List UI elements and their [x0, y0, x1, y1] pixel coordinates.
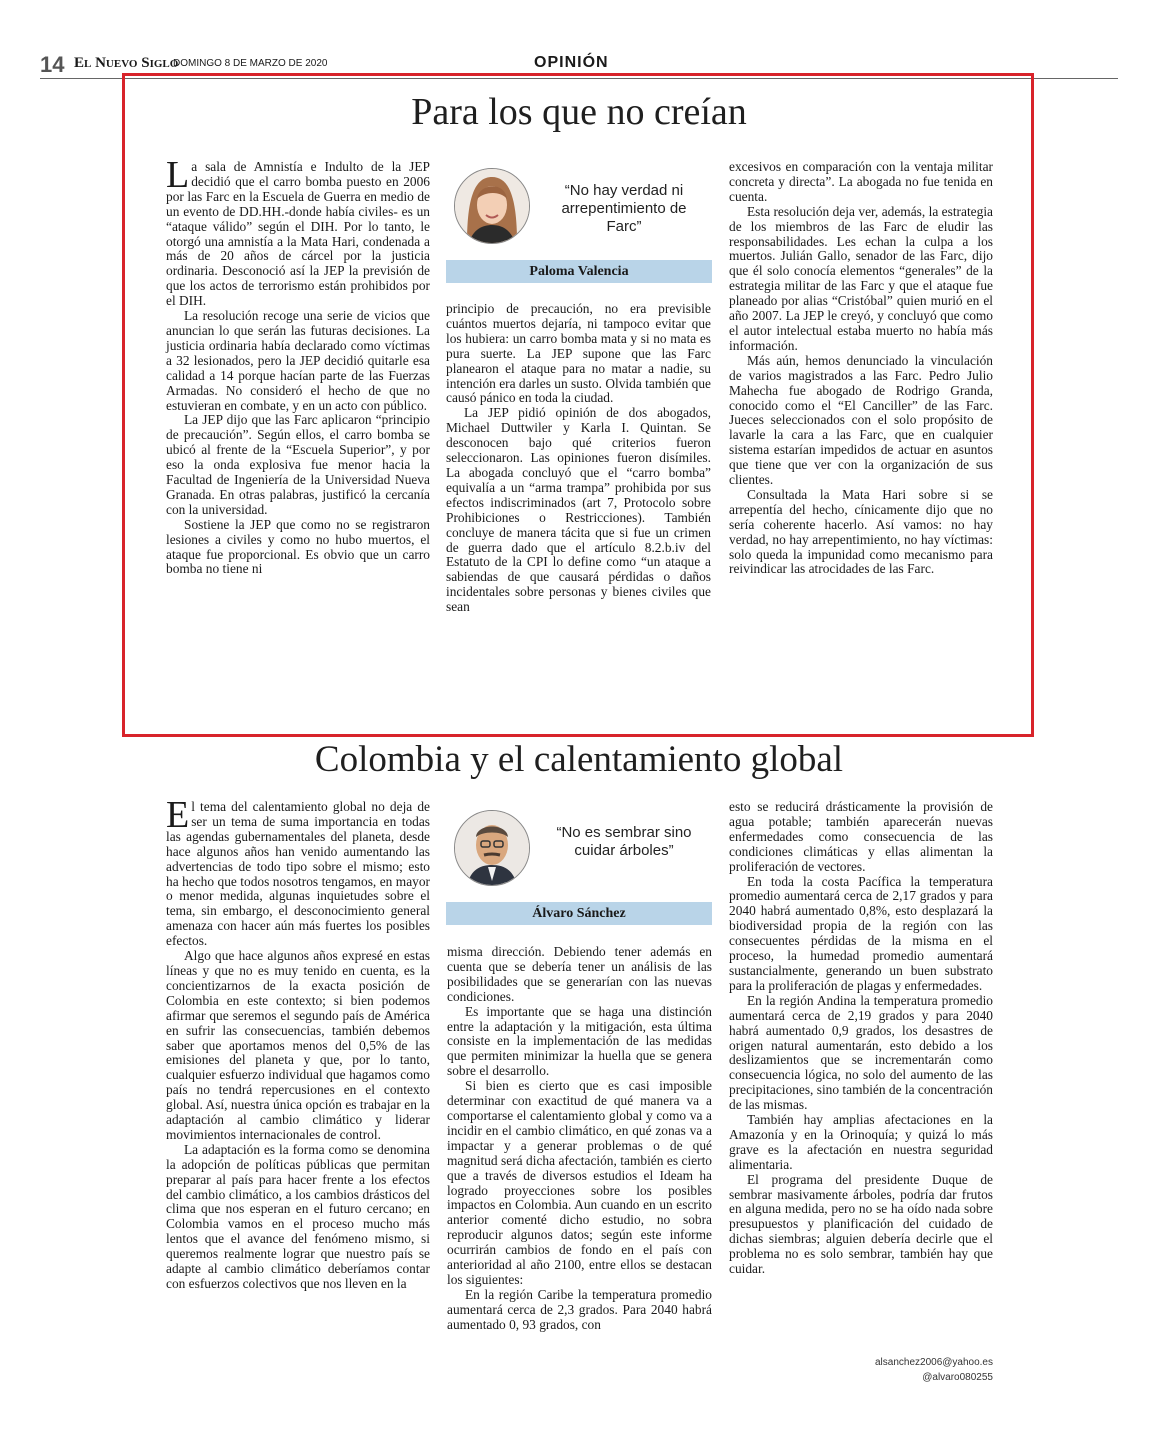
article-1-paragraph: Más aún, hemos denunciado la vinculación de varios magistrados a las Farc. Pedro Julio Mahecha fue abogado de Rodrigo Granda, conocido como el “El Canciller” de las Farc. Jueces seleccionados con el solo propósito de lavarle la cara a las Farc, que en cualquier sistema estarían impedidos de actuar en asuntos que tiene que ver con la organización de sus clientes. — [729, 352, 993, 488]
article-1-paragraph: La sala de Amnistía e Indulto de la JEP decidió que el carro bomba puesto en 2006 por las Farc en la Escuela de Guerra en medio de un evento de DD.HH.-donde había civiles- es un “ataque válido” según el DIH. Por lo tanto, le otorgó una amnistía a la Mata Hari, condenada a más de 20 años de cárcel por la justicia ordinaria. Desconoció así la JEP la previsión de que los actos de terrorismo están prohibidos por el DIH. — [166, 154, 430, 309]
article-1-paragraph: excesivos en comparación con la ventaja militar concreta y directa”. La abogada no fue tenida en cuenta. — [729, 159, 993, 204]
article-2-column-2 — [447, 945, 712, 1333]
article-2-paragraph: esto se reducirá drásticamente la provisión de agua potable; también aparecerán nuevas enfermedades como consecuencia de las condiciones climáticas y ellas alimentan la proliferación de vectores. — [729, 799, 993, 874]
article-2-pullquote — [446, 802, 712, 926]
author-photo — [454, 168, 530, 244]
article-1-headline: Para los que no creían — [411, 91, 747, 133]
article-2-paragraph: El tema del calentamiento global no deja de ser un tema de suma importancia en todas las agendas gubernamentales del planeta, desde hace algunos años han venido aumentando las advertencias de todo tipo sobre el mismo; esto ha hecho que todos nosotros tengamos, en mayor o menor medida, algunas inquietudes sobre el tema, sin embargo, el desconocimiento general amenaza con hacer aún más fuertes los posibles efectos. — [166, 794, 430, 949]
author-name: Paloma Valencia — [446, 260, 712, 283]
page-number: 14 — [40, 52, 65, 77]
article-1-paragraph: La JEP pidió opinión de dos abogados, Michael Duttwiler y Karla I. Quintan. Se desconocen bajo qué criterios fueron seleccionaron. Las opiniones fueron disímiles. La abogada concluyó que el “carro bomba” equivalía a un “arma trampa” prohibida por sus efectos indiscriminados (art 7, Protocolo sobre Prohibiciones o Restricciones). También concluye de manera tácita que si fue un crimen de guerra dado que el artículo 8.2.b.iv del Estatuto de la CPI lo define como “un ataque a sabiendas de que causará pérdidas o daños incidentales sobre personas y bienes civiles que sean — [446, 405, 711, 615]
author-portrait-icon — [455, 811, 529, 885]
drop-cap: E — [166, 794, 190, 836]
article-1-paragraph: principio de precaución, no era previsible cuántos muertos dejaría, ni tampoco evitar que los hubiera: un carro bomba mata y si no mata es pura suerte. La JEP supone que las Farc planearon el ataque para no matar a nadie, su intención era darles un susto. Olvida también que causó pánico en toda la ciudad. — [446, 301, 711, 406]
section-title: OPINIÓN — [534, 54, 609, 71]
article-2-paragraph: Si bien es cierto que es casi imposible determinar con exactitud de qué manera va a comportarse el calentamiento global y como va a incidir en el cambio climático, en qué zonas va a impactar y a generar problemas o de qué magnitud será dicha afectación, también es cierto que a través de diversos estudios el Ideam ha logrado proyecciones sobre los posibles impactos en Colombia. Aun cuando en un escrito anterior comenté dicho estudio, no sobra reproducir algunos datos; según este informe ocurrirán cambios de fondo en el país con anterioridad al año 2100, entre ellos se destacan los siguientes: — [447, 1078, 712, 1287]
article-2-paragraph: misma dirección. Debiendo tener además en cuenta que se debería tener un análisis de las posibilidades que se generarían con las nuevas condiciones. — [447, 944, 712, 1004]
article-2-column-3 — [729, 800, 993, 1277]
article-2-paragraph: En la región Andina la temperatura promedio aumentará cerca de 2,19 grados y para 2040 habrá aumentado 0,9 grados, los desastres de origen natural aumentarán, esto debido a los deslizamientos que se incrementarán como consecuencia lógica, no solo del aumento de las precipitaciones, sino también de la concentración de las mismas. — [729, 992, 993, 1113]
author-portrait-icon — [455, 169, 529, 243]
article-2-headline: Colombia y el calentamiento global — [314, 739, 844, 780]
paper-name: El Nuevo Siglo — [74, 55, 179, 71]
article-2-paragraph: En toda la costa Pacífica la temperatura promedio aumentará cerca de 2,17 grados y para 2040 habrá aumentado 0,8%, esto desplazará la biodiversidad propia de la región con las consecuentes pérdidas de la misma en el proceso, la humedad promedio aumentará sustancialmente, generando un buen substrato para la proliferación de plagas y enfermedades. — [729, 873, 993, 993]
article-2-column-1 — [166, 794, 430, 1292]
article-2-paragraph: Es importante que se haga una distinción entre la adaptación y la mitigación, esta última consiste en la implementación de las medidas que permiten minimizar la huella que se genera sobre el desarrollo. — [447, 1003, 712, 1079]
pullquote-text: “No es sembrar sino cuidar árboles” — [556, 824, 692, 859]
article-2-paragraph: En la región Caribe la temperatura promedio aumentará cerca de 2,3 grados. Para 2040 habrá aumentado 0, 93 grados, con — [447, 1286, 712, 1332]
author-handle: @alvaro080255 — [922, 1372, 993, 1383]
article-1-column-3 — [729, 160, 993, 577]
article-1-paragraph: Consultada la Mata Hari sobre si se arrepentía del hecho, cínicamente dijo que no sería coherente hacerlo. Así vamos: no hay verdad, no hay arrepentimiento, no hay víctimas: solo queda la impunidad como mecanismo para reivindicar las atrocidades de las Farc. — [729, 486, 993, 577]
author-photo — [454, 810, 530, 886]
article-1-column-2 — [446, 302, 711, 615]
article-2-paragraph: Algo que hace algunos años expresé en estas líneas y que no es muy tenido en cuenta, es la concientizarnos de la exacta posición de Colombia en este contexto; si bien podemos afirmar que seremos el segundo país de América en sufrir las consecuencias, también debemos saber que aportamos menos del 0,5% de las emisiones del planeta y que, por lo tanto, cualquier esfuerzo individual que hagamos como país no tendrá repercusiones en el contexto global. Así, nuestra única opción es trabajar en la adaptación al cambio climático y liderar movimientos internacionales de control. — [166, 948, 430, 1142]
article-2-paragraph: El programa del presidente Duque de sembrar masivamente árboles, podría dar frutos en alguna medida, pero no se ha oído nada sobre presupuestos y planificación del cuidado de dichas siembras; alguien debería decirle que el problema no es solo sembrar, también hay que cuidar. — [729, 1171, 993, 1277]
article-1-paragraph: La JEP dijo que las Farc aplicaron “principio de precaución”. Según ellos, el carro bomba se ubicó al frente de la “Escuela Superior”, y por eso la onda explosiva fue menor hacia la Facultad de Ingeniería de la Universidad Nueva Granada. En otras palabras, justificó la cercanía con la universidad. — [166, 412, 430, 517]
article-1-column-1 — [166, 154, 430, 577]
author-email: alsanchez2006@yahoo.es — [874, 1357, 993, 1368]
publication-date: DOMINGO 8 DE MARZO DE 2020 — [173, 58, 328, 69]
author-name: Álvaro Sánchez — [446, 902, 712, 925]
article-2-paragraph: También hay amplias afectaciones en la Amazonía y en la Orinoquía; y quizá lo más grave es la afectación en nuestra seguridad alimentaria. — [729, 1112, 993, 1172]
article-2-paragraph: La adaptación es la forma como se denomina la adopción de políticas públicas que permitan preparar al país para hacer frente a los efectos del cambio climático, a los cambios drásticos del clima que nos esperan en el futuro cercano; en Colombia vamos en el proceso mucho más lentos que el avance del fenómeno mismo, si queremos realmente lograr que nuestro país se adapte al cambio climático deberíamos contar con esfuerzos colectivos que nos lleven en la — [166, 1141, 430, 1291]
article-1-pullquote — [446, 160, 712, 284]
article-1-paragraph: La resolución recoge una serie de vicios que anuncian lo que serán las futuras decisiones. La justicia ordinaria había declarado como víctimas a 32 lesionados, pero la JEP decidió quitarle esa calidad a 14 porque hacían parte de las Fuerzas Armadas. No consideró el hecho de que no estuvieran en combate, y en un acto con público. — [166, 308, 430, 413]
pullquote-text: “No hay verdad ni arrepentimiento de Farc” — [561, 182, 687, 235]
article-1-paragraph: Sostiene la JEP que como no se registraron lesiones a civiles y como no hubo muertos, el ataque fue proporcional. Es obvio que un carro bomba no tiene ni — [166, 516, 430, 577]
drop-cap: L — [166, 154, 190, 196]
article-1-paragraph: Esta resolución deja ver, además, la estrategia de los miembros de las Farc de eludir las responsabilidades. Les echan la culpa a los muertos. Julián Gallo, senador de las Farc, dijo que él solo conocía elementos “generales” de la estrategia militar de las Farc y que el ataque fue planeado por alias “Cristóbal” quien murió en el año 2007. La JEP le creyó, y concluyó que como el autor intelectual estaba muerto no había más información. — [729, 203, 993, 353]
